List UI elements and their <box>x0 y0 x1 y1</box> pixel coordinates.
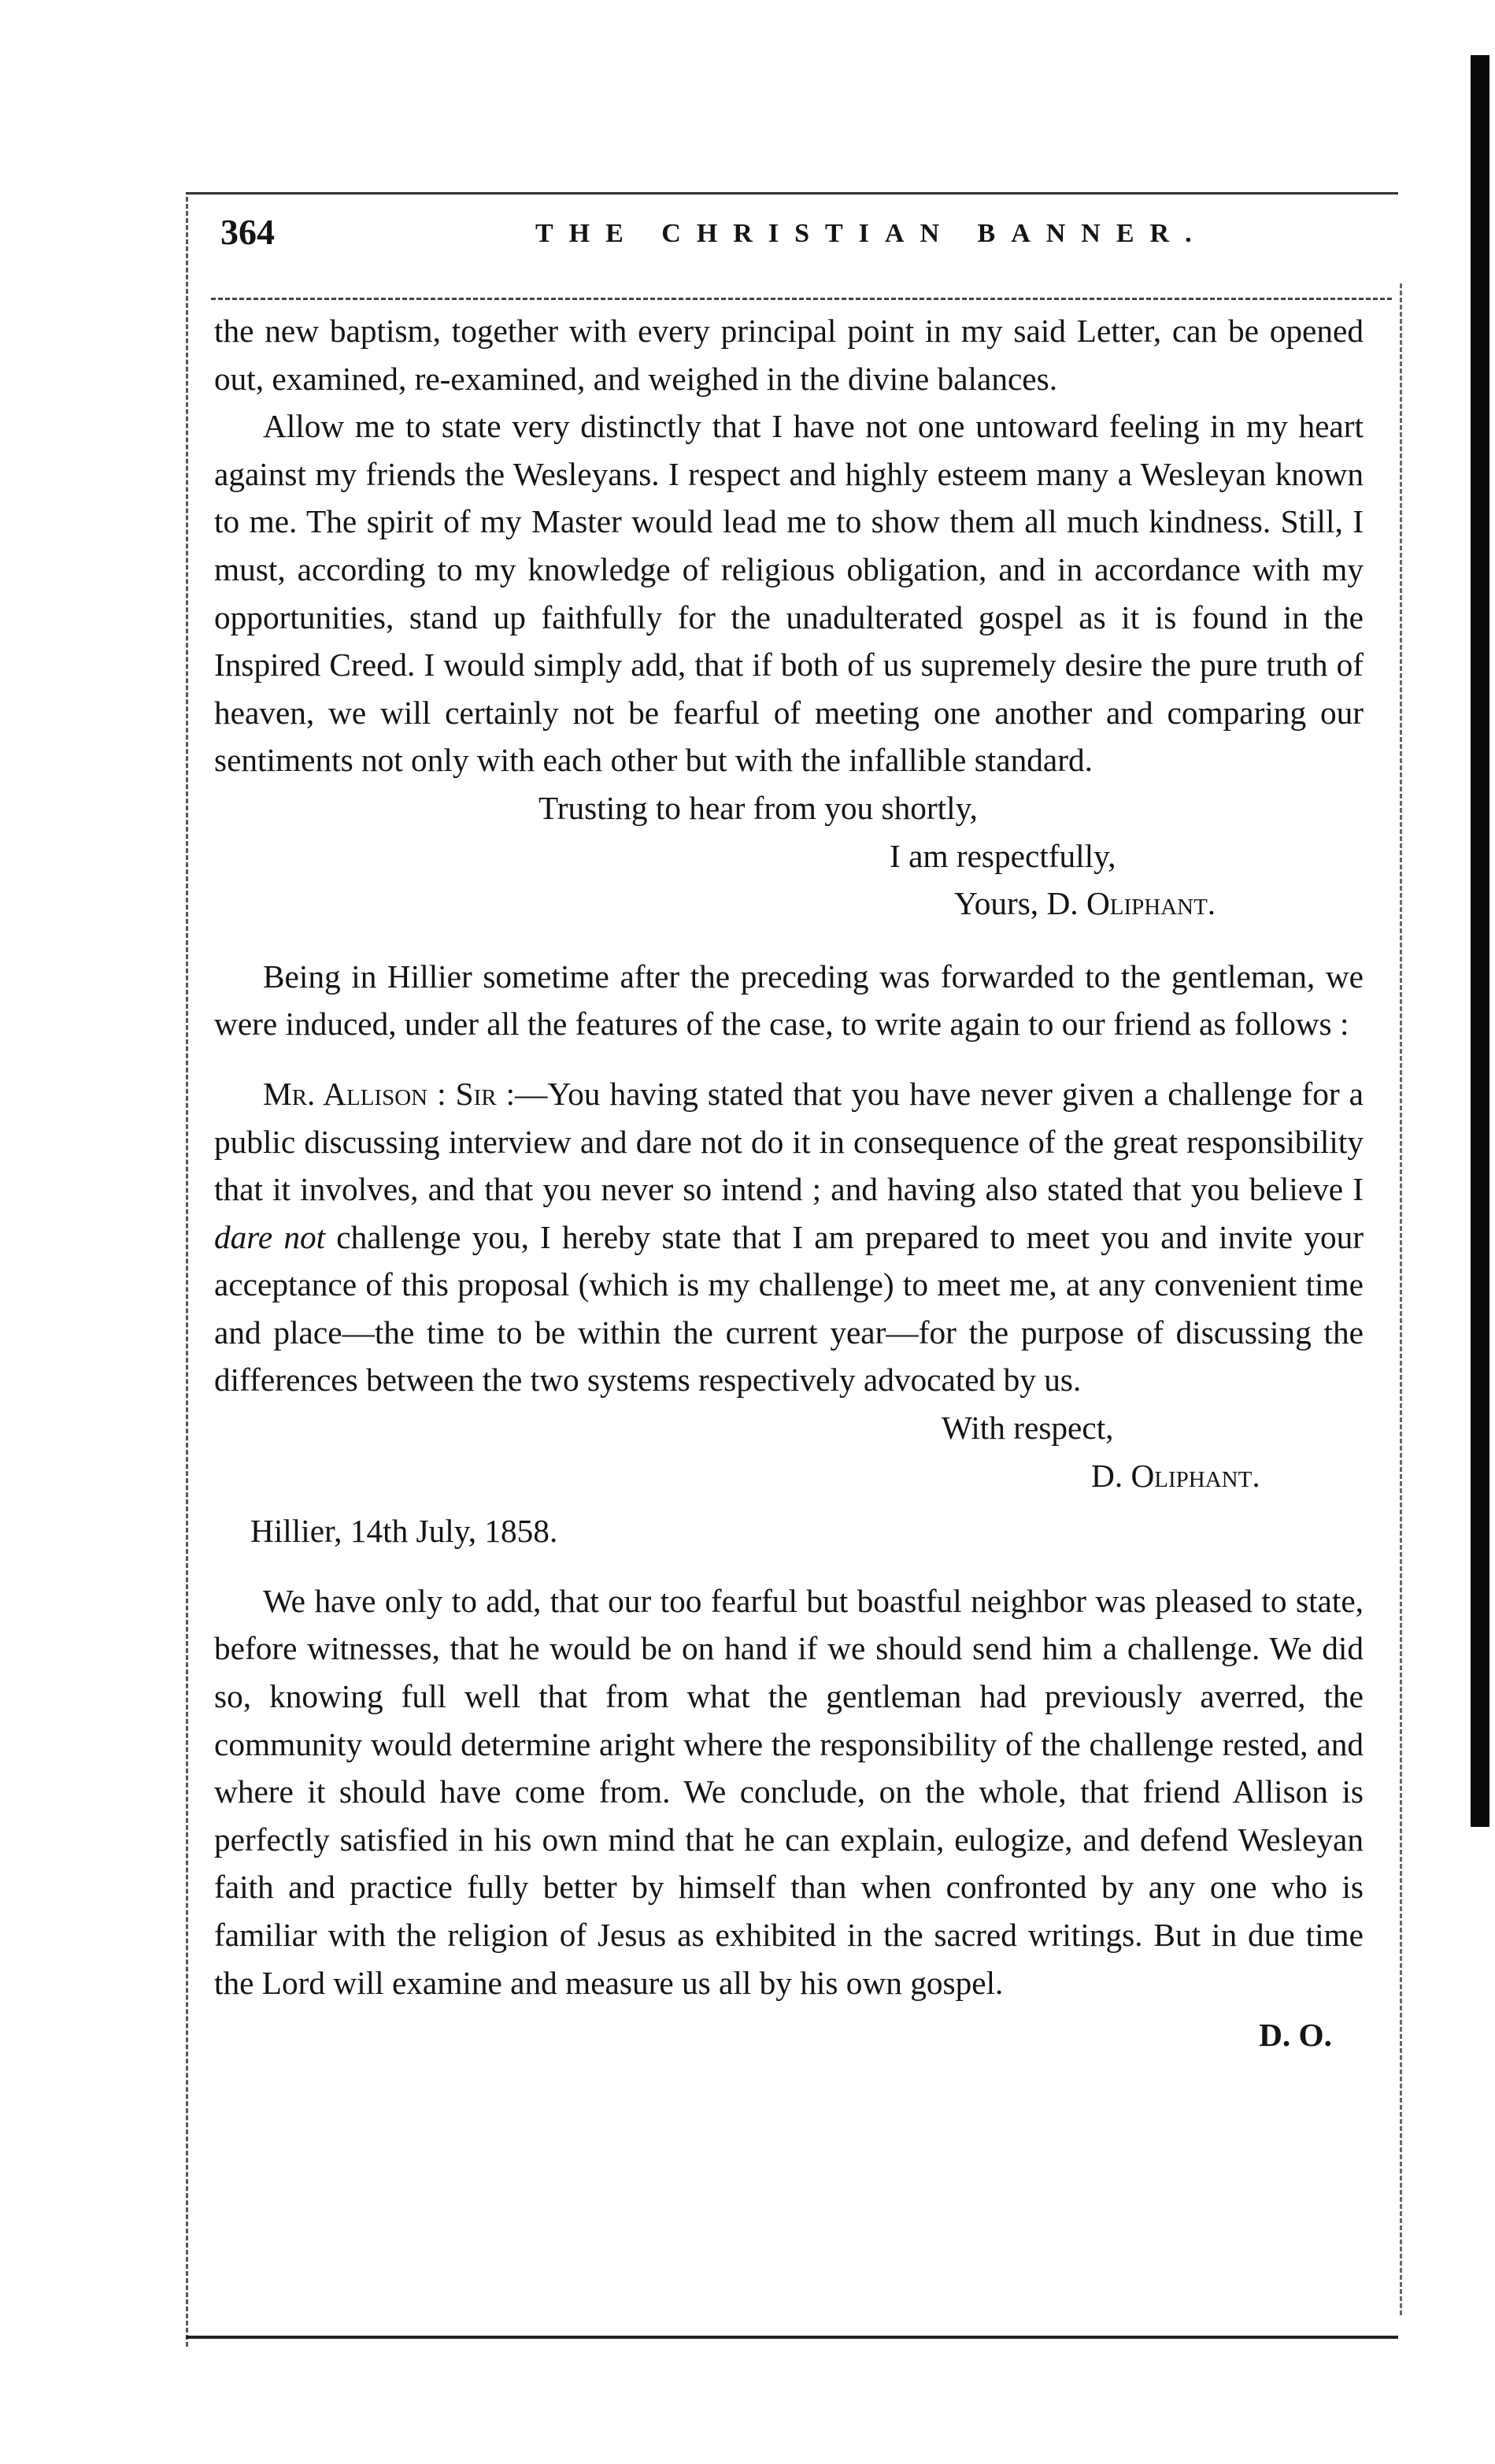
body-text <box>214 307 1364 2059</box>
running-title: THE CHRISTIAN BANNER. <box>535 219 1208 248</box>
page-number: 364 <box>220 212 275 252</box>
challenge-body-a: —You having stated that you have never given a challenge for a public discussing interview and dare not do it in consequence of the great responsibility that it involves, and that you never so intend ; and having also stated that you believe I <box>214 1075 1364 1208</box>
challenge-letter <box>214 1070 1364 1404</box>
right-frame-line <box>1400 283 1402 2315</box>
page-header <box>213 211 1393 258</box>
signature-prefix: Yours, <box>954 885 1047 922</box>
emphasis-text: dare not <box>214 1218 326 1255</box>
signoff-initials: D. O. <box>1259 2017 1332 2054</box>
signature-name: D. Oliphant. <box>1046 885 1216 922</box>
closing-line: Trusting to hear from you shortly, <box>538 789 978 826</box>
salutation: Mr. Allison : Sir : <box>263 1075 516 1112</box>
binding-edge <box>1471 55 1489 1827</box>
letter-paragraph: Allow me to state very distinctly that I have not one untoward feeling in my heart against my friends the Wesleyans. I respect and highly esteem many a Wesleyan known to me. The spirit of my Master would lead me to show them all much kindness. Still, I must, according to my knowledge of religious obligation, and in accordance with my opportunities, stand up faithfully for the unadulterated gospel as it is found in the Inspired Creed. I would simply add, that if both of us supremely desire the pure truth of heaven, we will certainly not be fearful of meeting one another and comparing our sentiments not only with each other but with the infallible standard. <box>214 408 1364 779</box>
signature-line <box>214 880 1364 928</box>
narrative-paragraph: Being in Hillier sometime after the preceding was forwarded to the gentleman, we were induced, under all the features of the case, to write again to our friend as follows : <box>214 958 1364 1043</box>
letter-continuation: the new baptism, together with every principal point in my said Letter, can be opened out, examined, re-examined, and weighed in the divine balances. <box>214 313 1364 397</box>
left-frame-line <box>186 197 188 2347</box>
dateline: Hillier, 14th July, 1858. <box>250 1513 558 1550</box>
conclusion-paragraph: We have only to add, that our too fearful but boastful neighbor was pleased to state, before witnesses, that he would be on hand if we should send him a challenge. We did so, knowing full well that from what the gentleman had previously averred, the community would determine aright where the responsibility of the challenge rested, and where it should have come from. We conclude, on the whole, that friend Allison is perfectly satisfied in his own mind that he can explain, eulogize, and defend Wesleyan faith and practice fully better by himself than when confronted by any one who is familiar with the religion of Jesus as exhibited in the sacred writings. But in due time the Lord will examine and measure us all by his own gospel. <box>214 1582 1364 2001</box>
bottom-rule <box>186 2336 1398 2339</box>
header-rule <box>211 298 1392 300</box>
signature-name: D. Oliphant. <box>1091 1457 1260 1494</box>
challenge-body-b: challenge you, I hereby state that I am prepared to meet you and invite your acceptance of this proposal (which is my challenge) to meet me, at any convenient time and place—the time to be within the current year—for the purpose of discussing the differences between the two systems respectively advocated by us. <box>214 1218 1364 1399</box>
closing-line: I am respectfully, <box>890 837 1116 874</box>
top-rule <box>186 192 1398 195</box>
closing-line: With respect, <box>942 1410 1114 1447</box>
